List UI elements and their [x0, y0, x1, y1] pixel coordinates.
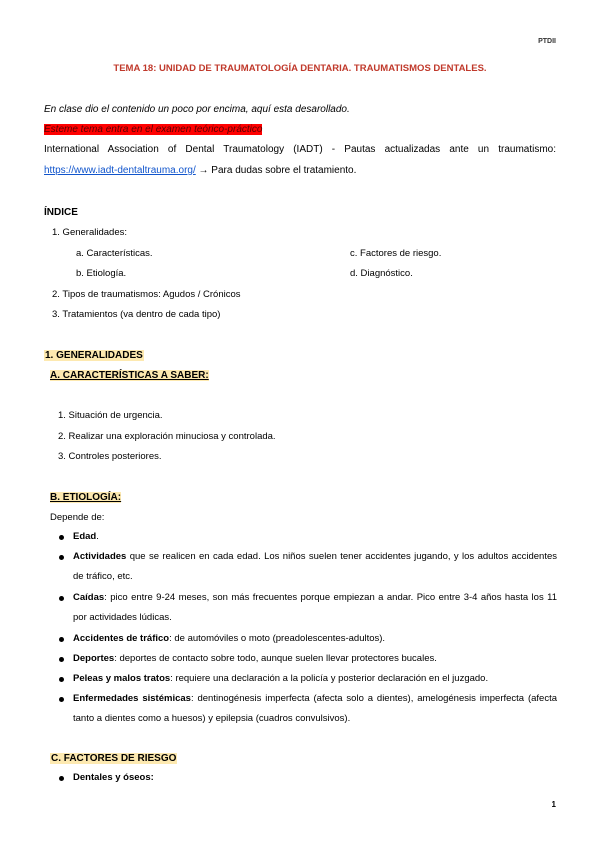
- intro-note: En clase dio el contenido un poco por encima, aquí esta desarollado.: [44, 104, 350, 115]
- carac-item-3: 3. Controles posteriores.: [58, 451, 162, 462]
- bullet-icon: [59, 657, 64, 662]
- bullet-icon: [59, 637, 64, 642]
- index-item-d: d. Diagnóstico.: [350, 268, 413, 279]
- iadt-after-text: → Para dudas sobre el tratamiento.: [195, 165, 357, 176]
- iadt-link[interactable]: https://www.iadt-dentaltrauma.org/: [44, 165, 196, 176]
- section-c-heading: C. FACTORES DE RIESGO: [51, 753, 177, 764]
- bullet-icon: [59, 677, 64, 682]
- carac-item-1: 1. Situación de urgencia.: [58, 410, 163, 421]
- bullet-icon: [59, 776, 64, 781]
- page-number: 1: [551, 800, 556, 809]
- etio-peleas: Peleas y malos tratos: requiere una declaración a la policía y posterior declaración en el juzgado.: [73, 673, 489, 684]
- header-tag: PTDII: [538, 38, 556, 45]
- depende-label: Depende de:: [50, 512, 105, 523]
- etio-enfermedades: Enfermedades sistémicas: dentinogénesis imperfecta (afecta solo a dientes), amelogénesis imperfecta (afecta tanto a dientes como a huesos) y epilepsia (cuadros convulsivos).: [73, 693, 558, 724]
- section-a-heading: A. CARACTERÍSTICAS A SABER:: [50, 370, 209, 381]
- etio-actividades: Actividades que se realicen en cada edad. Los niños suelen tener accidentes jugando, y los adultos accidentes de tráfico, etc.: [73, 551, 557, 582]
- exam-note: [44, 124, 262, 135]
- carac-item-2: 2. Realizar una exploración minuciosa y controlada.: [58, 431, 276, 442]
- index-item-1: 1. Generalidades:: [52, 227, 127, 238]
- section-1-heading: 1. GENERALIDADES: [45, 350, 143, 361]
- index-item-2: 2. Tipos de traumatismos: Agudos / Crónicos: [52, 289, 241, 300]
- iadt-paragraph: International Association of Dental Traumatology (IADT) - Pautas actualizadas ante un traumatismo:: [44, 144, 556, 155]
- bullet-icon: [59, 555, 64, 560]
- exam-note-text: Esteme tema entra en el examen teórico-práctico: [44, 124, 263, 135]
- bullet-icon: [59, 596, 64, 601]
- etio-deportes: Deportes: deportes de contacto sobre todo, aunque suelen llevar protectores bucales.: [73, 653, 437, 664]
- etio-trafico: Accidentes de tráfico: de automóviles o moto (preadolescentes-adultos).: [73, 633, 386, 644]
- bullet-icon: [59, 535, 64, 540]
- etio-edad: Edad.: [73, 531, 99, 542]
- bullet-icon: [59, 697, 64, 702]
- index-item-a: a. Características.: [76, 248, 153, 259]
- iadt-line: [44, 165, 356, 176]
- index-item-b: b. Etiología.: [76, 268, 127, 279]
- index-item-3: 3. Tratamientos (va dentro de cada tipo): [52, 309, 221, 320]
- page-title: TEMA 18: UNIDAD DE TRAUMATOLOGÍA DENTARIA. TRAUMATISMOS DENTALES.: [113, 63, 487, 74]
- index-item-c: c. Factores de riesgo.: [350, 248, 442, 259]
- index-title: ÍNDICE: [44, 207, 78, 218]
- section-b-heading: B. ETIOLOGÍA:: [50, 492, 122, 503]
- riesgo-item-1: Dentales y óseos:: [73, 772, 154, 783]
- etio-caidas: Caídas: pico entre 9-24 meses, son más frecuentes porque empiezan a andar. Pico entre 3-4 años hasta los 11 por actividades lúdicas.: [73, 592, 557, 623]
